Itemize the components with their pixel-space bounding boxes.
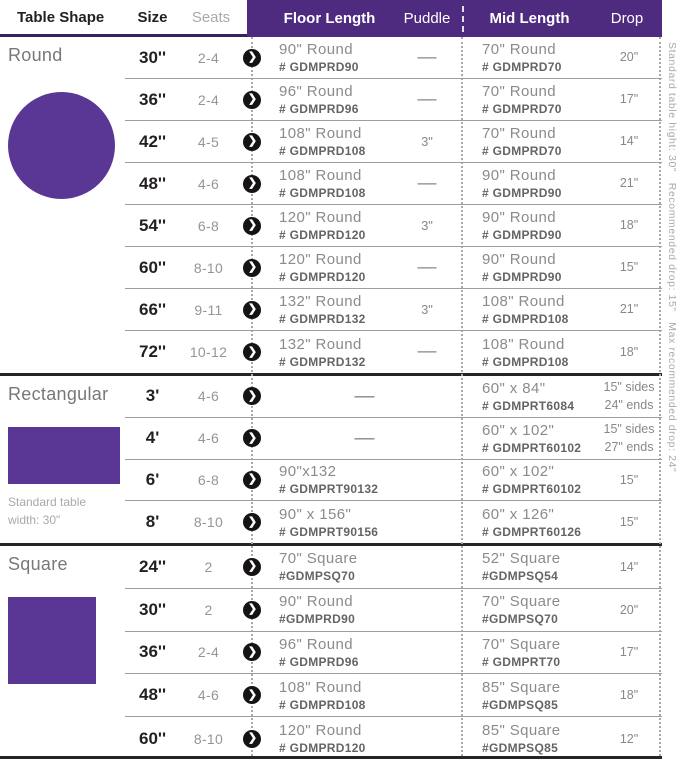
cell-floor-length xyxy=(267,506,392,539)
cell-seats: 2-4 xyxy=(197,91,220,108)
header-seats: Seats xyxy=(191,8,231,26)
cell-size: 6' xyxy=(145,469,160,489)
cell-arrow xyxy=(237,387,267,405)
arrow-right-icon: ❯ xyxy=(243,429,261,447)
rectangular-table-icon xyxy=(8,427,120,484)
cell-arrow xyxy=(237,259,267,277)
mid-length-sku: # GDMPRT60102 xyxy=(482,482,582,497)
cell-drop xyxy=(596,174,662,192)
cell-seats: 6-8 xyxy=(197,471,220,488)
puddle-value: — xyxy=(417,256,437,278)
floor-length-sku: # GDMPRD120 xyxy=(279,741,366,756)
cell-size: 42'' xyxy=(139,131,166,151)
arrow-right-icon: ❯ xyxy=(243,91,261,109)
mid-length-dimension: 70" Square xyxy=(482,593,561,611)
floor-length-sku: # GDMPRD108 xyxy=(279,697,366,712)
drop-value: 17" xyxy=(619,645,639,660)
drop-value: 18" xyxy=(619,688,639,703)
cell-arrow xyxy=(237,49,267,67)
cell-mid-length xyxy=(462,463,596,496)
floor-length-sku: #GDMPSQ70 xyxy=(279,569,356,584)
cell-arrow xyxy=(237,343,267,361)
arrow-right-icon: ❯ xyxy=(243,686,261,704)
arrow-right-icon: ❯ xyxy=(243,558,261,576)
mid-length-sku: # GDMPRD70 xyxy=(482,60,562,74)
cell-arrow xyxy=(237,301,267,319)
floor-length-sku: # GDMPRD108 xyxy=(279,144,366,158)
floor-length-sku: # GDMPRT90156 xyxy=(279,524,379,539)
drop-value: 20" xyxy=(619,50,639,65)
cell-mid-length xyxy=(462,550,596,583)
drop-value: 15" sides xyxy=(603,422,655,436)
cell-floor-length xyxy=(267,593,392,626)
mid-length-sku: #GDMPSQ70 xyxy=(482,612,559,627)
drop-value-ends: 27" ends xyxy=(604,440,654,455)
table-row xyxy=(125,37,662,79)
drop-value: 14" xyxy=(619,134,639,149)
drop-value-ends: 24" ends xyxy=(604,398,654,413)
table-row xyxy=(125,79,662,121)
floor-length-dimension: 96" Round xyxy=(279,635,353,653)
cell-drop xyxy=(596,643,662,661)
cell-floor-length xyxy=(267,125,392,158)
table-row xyxy=(125,331,662,373)
table-row xyxy=(125,205,662,247)
floor-length-sku: # GDMPRD132 xyxy=(279,354,366,369)
cell-seats: 6-8 xyxy=(197,217,220,234)
cell-seats: 4-6 xyxy=(197,430,220,447)
cell-size: 60'' xyxy=(139,257,166,277)
cell-arrow xyxy=(237,730,267,748)
table-row xyxy=(125,589,662,632)
mid-length-sku: # GDMPRT60126 xyxy=(482,524,582,539)
mid-length-dimension: 60" x 102" xyxy=(482,463,555,481)
floor-length-sku: # GDMPRD96 xyxy=(279,102,359,116)
cell-puddle xyxy=(392,134,462,149)
mid-length-dimension: 108" Round xyxy=(482,293,565,310)
cell-mid-length xyxy=(462,83,596,116)
cell-seats: 10-12 xyxy=(189,344,228,360)
cell-seats: 2 xyxy=(204,558,213,575)
mid-length-sku: # GDMPRT70 xyxy=(482,654,561,669)
cell-drop xyxy=(596,513,662,531)
arrow-right-icon: ❯ xyxy=(243,259,261,277)
cell-floor-length xyxy=(267,722,392,755)
mid-length-sku: # GDMPRD90 xyxy=(482,186,562,200)
chart-body xyxy=(0,37,662,759)
cell-drop xyxy=(596,48,662,66)
drop-value: 12" xyxy=(619,731,639,746)
arrow-right-icon: ❯ xyxy=(243,301,261,319)
arrow-right-icon: ❯ xyxy=(243,49,261,67)
rows-rectangular xyxy=(125,376,662,543)
cell-size: 24'' xyxy=(139,556,166,576)
table-row xyxy=(125,418,662,460)
floor-length-sku: # GDMPRD120 xyxy=(279,228,366,242)
cell-size: 30'' xyxy=(139,599,166,619)
drop-value: 15" xyxy=(619,472,639,487)
floor-length-sku: # GDMPRD132 xyxy=(279,312,366,326)
table-row xyxy=(125,376,662,418)
drop-value: 20" xyxy=(619,602,639,617)
mid-length-dimension: 60" x 102" xyxy=(482,421,555,439)
cell-arrow xyxy=(237,601,267,619)
cell-puddle xyxy=(392,341,462,363)
cell-puddle xyxy=(392,218,462,233)
cell-seats: 4-6 xyxy=(197,388,220,405)
drop-value: 18" xyxy=(619,344,639,359)
cell-size: 72'' xyxy=(139,342,166,361)
header-mid-length: Mid Length xyxy=(462,6,595,32)
cell-arrow xyxy=(237,643,267,661)
puddle-value: 3" xyxy=(421,134,433,149)
cell-mid-length xyxy=(462,209,596,242)
cell-size: 48'' xyxy=(139,685,166,705)
mid-length-dimension: 108" Round xyxy=(482,335,565,353)
cell-seats: 8-10 xyxy=(193,730,224,747)
cell-floor-length xyxy=(267,336,392,369)
mid-length-dimension: 90" Round xyxy=(482,251,556,268)
cell-floor-length xyxy=(267,83,392,116)
puddle-value: 3" xyxy=(421,218,433,233)
floor-length-sku: #GDMPRD90 xyxy=(279,612,356,627)
cell-mid-length xyxy=(462,722,596,755)
cell-drop xyxy=(596,686,662,704)
section-rectangular xyxy=(0,373,662,543)
arrow-right-icon: ❯ xyxy=(243,175,261,193)
cell-mid-length xyxy=(462,125,596,158)
mid-length-sku: # GDMPRD70 xyxy=(482,144,562,158)
mid-length-dimension: 60" x 84" xyxy=(482,379,546,397)
floor-length-dimension: 96" Round xyxy=(279,83,353,100)
floor-length-dimension: 90" Round xyxy=(279,41,353,58)
puddle-value: — xyxy=(417,172,437,194)
round-table-icon xyxy=(8,92,115,199)
cell-size: 8' xyxy=(145,512,160,532)
cell-floor-length xyxy=(267,550,392,583)
header-drop: Drop xyxy=(610,10,644,27)
header-purple-band xyxy=(247,0,662,37)
mid-length-sku: #GDMPSQ54 xyxy=(482,569,559,584)
table-row xyxy=(125,546,662,589)
table-row xyxy=(125,632,662,675)
cell-mid-length xyxy=(462,167,596,200)
floor-length-sku: # GDMPRD108 xyxy=(279,186,366,200)
section-round xyxy=(0,37,662,373)
floor-length-dimension: 108" Round xyxy=(279,678,362,696)
mid-length-sku: #GDMPSQ85 xyxy=(482,741,559,756)
cell-mid-length xyxy=(462,336,596,369)
cell-floor-length xyxy=(267,293,392,326)
cell-mid-length xyxy=(462,293,596,326)
section-square xyxy=(0,543,662,759)
mid-length-sku: # GDMPRD90 xyxy=(482,270,562,284)
header-table-shape: Table Shape xyxy=(17,8,105,26)
table-row xyxy=(125,247,662,289)
mid-length-dimension: 60" x 126" xyxy=(482,505,555,523)
cell-arrow xyxy=(237,471,267,489)
puddle-value: 3" xyxy=(421,302,433,317)
chart-header xyxy=(0,0,679,37)
cell-puddle xyxy=(392,302,462,317)
cell-seats: 4-5 xyxy=(197,133,220,150)
shape-column-rectangular xyxy=(0,376,125,543)
cell-mid-length xyxy=(462,593,596,626)
arrow-right-icon: ❯ xyxy=(243,601,261,619)
cell-puddle xyxy=(392,173,462,195)
cell-mid-length xyxy=(462,679,596,712)
cell-mid-length xyxy=(462,506,596,539)
arrow-right-icon: ❯ xyxy=(243,217,261,235)
mid-length-dimension: 85" Square xyxy=(482,722,561,740)
rows-round xyxy=(125,37,662,373)
header-floor-length: Floor Length xyxy=(283,10,376,27)
floor-length-dimension: 90"x132 xyxy=(279,463,337,481)
floor-length-dimension: 132" Round xyxy=(279,335,362,353)
floor-length-dimension: 108" Round xyxy=(279,167,362,184)
table-row xyxy=(125,163,662,205)
drop-value: 15" sides xyxy=(603,380,655,395)
mid-length-dimension: 70" Round xyxy=(482,83,556,100)
cell-floor-length xyxy=(267,679,392,712)
header-puddle: Puddle xyxy=(403,10,451,27)
section-label: Square xyxy=(8,554,68,574)
floor-length-dimension: 120" Round xyxy=(279,722,362,740)
table-row xyxy=(125,289,662,331)
cell-drop xyxy=(596,730,662,748)
cell-size: 4' xyxy=(145,428,160,448)
floor-length-dimension: 120" Round xyxy=(279,209,362,226)
cell-seats: 8-10 xyxy=(193,514,224,531)
puddle-value: — xyxy=(417,88,437,110)
drop-value: 15" xyxy=(619,260,639,275)
mid-length-dimension: 52" Square xyxy=(482,550,561,568)
table-row xyxy=(125,121,662,163)
floor-length-dimension: 70" Square xyxy=(279,550,358,568)
square-table-icon xyxy=(8,597,96,684)
cell-drop xyxy=(596,343,662,361)
mid-length-sku: # GDMPRD108 xyxy=(482,312,569,326)
cell-arrow xyxy=(237,429,267,447)
cell-floor-length-dash: — xyxy=(354,426,375,449)
mid-length-sku: # GDMPRD108 xyxy=(482,354,569,369)
arrow-right-icon: ❯ xyxy=(243,343,261,361)
cell-size: 36'' xyxy=(139,642,166,662)
cell-arrow xyxy=(237,686,267,704)
cell-drop xyxy=(596,216,662,234)
cell-floor-length xyxy=(267,463,392,496)
cell-drop xyxy=(596,300,662,318)
puddle-value: — xyxy=(417,341,437,362)
cell-mid-length xyxy=(462,41,596,74)
mid-length-sku: # GDMPRT6084 xyxy=(482,398,575,413)
cell-arrow xyxy=(237,513,267,531)
arrow-right-icon: ❯ xyxy=(243,471,261,489)
cell-drop xyxy=(596,471,662,489)
cell-puddle xyxy=(392,47,462,69)
mid-length-sku: #GDMPSQ85 xyxy=(482,697,559,712)
arrow-right-icon: ❯ xyxy=(243,387,261,405)
drop-value: 15" xyxy=(619,515,639,530)
floor-length-sku: # GDMPRT90132 xyxy=(279,482,379,497)
cell-drop xyxy=(596,601,662,619)
cell-floor-length xyxy=(267,251,392,284)
arrow-right-icon: ❯ xyxy=(243,133,261,151)
mid-length-sku: # GDMPRT60102 xyxy=(482,440,582,455)
cell-seats: 2-4 xyxy=(197,644,220,661)
floor-length-sku: # GDMPRD96 xyxy=(279,654,359,669)
cell-drop xyxy=(596,258,662,276)
mid-length-dimension: 85" Square xyxy=(482,678,561,696)
cell-drop xyxy=(596,558,662,576)
cell-floor-length-dash: — xyxy=(354,384,375,407)
puddle-value: — xyxy=(417,46,437,68)
mid-length-dimension: 70" Round xyxy=(482,41,556,58)
arrow-right-icon: ❯ xyxy=(243,730,261,748)
cell-seats: 2-4 xyxy=(197,49,220,66)
cell-size: 54'' xyxy=(139,215,166,235)
section-label: Rectangular xyxy=(8,384,109,404)
cell-drop xyxy=(596,132,662,150)
arrow-right-icon: ❯ xyxy=(243,643,261,661)
cell-puddle xyxy=(392,89,462,111)
cell-seats: 9-11 xyxy=(194,301,223,318)
drop-value: 21" xyxy=(619,176,639,191)
drop-value: 17" xyxy=(619,92,639,107)
cell-drop xyxy=(596,90,662,108)
rows-square xyxy=(125,546,662,759)
section-caption: Standard table width: 30" xyxy=(8,495,87,527)
table-row xyxy=(125,717,662,759)
floor-length-dimension: 132" Round xyxy=(279,293,362,310)
cell-seats: 2 xyxy=(204,601,213,618)
cell-mid-length xyxy=(462,380,596,413)
mid-length-dimension: 90" Round xyxy=(482,167,556,184)
cell-arrow xyxy=(237,175,267,193)
cell-mid-length xyxy=(462,251,596,284)
cell-drop xyxy=(596,420,662,456)
side-note-vertical-text: Standard table hight: 30" Recommended drop: 15" Max recommended drop: 24" xyxy=(666,42,678,473)
header-size: Size xyxy=(137,8,168,26)
shape-column-square xyxy=(0,546,125,759)
cell-mid-length xyxy=(462,636,596,669)
drop-value: 21" xyxy=(619,302,639,317)
table-row xyxy=(125,674,662,717)
cell-floor-length xyxy=(267,636,392,669)
cell-arrow xyxy=(237,133,267,151)
cell-seats: 4-6 xyxy=(197,687,220,704)
cell-puddle xyxy=(392,257,462,279)
floor-length-dimension: 90" x 156" xyxy=(279,505,352,523)
cell-arrow xyxy=(237,91,267,109)
mid-length-sku: # GDMPRD70 xyxy=(482,102,562,116)
cell-floor-length xyxy=(267,167,392,200)
mid-length-dimension: 90" Round xyxy=(482,209,556,226)
floor-length-sku: # GDMPRD90 xyxy=(279,60,359,74)
cell-size: 60'' xyxy=(139,728,166,748)
cell-arrow xyxy=(237,558,267,576)
floor-length-dimension: 108" Round xyxy=(279,125,362,142)
cell-floor-length xyxy=(267,41,392,74)
arrow-right-icon: ❯ xyxy=(243,513,261,531)
mid-length-dimension: 70" Round xyxy=(482,125,556,142)
cell-size: 3' xyxy=(145,386,160,406)
floor-length-dimension: 90" Round xyxy=(279,593,353,611)
cell-size: 48'' xyxy=(139,173,166,193)
drop-value: 18" xyxy=(619,218,639,233)
section-label: Round xyxy=(8,45,63,65)
cell-seats: 4-6 xyxy=(197,175,220,192)
cell-size: 36'' xyxy=(139,89,166,109)
cell-drop xyxy=(596,378,662,414)
header-left xyxy=(0,0,247,37)
drop-value: 14" xyxy=(619,559,639,574)
cell-size: 30'' xyxy=(139,47,166,67)
floor-length-sku: # GDMPRD120 xyxy=(279,270,366,284)
shape-column-round xyxy=(0,37,125,373)
cell-mid-length xyxy=(462,422,596,455)
floor-length-dimension: 120" Round xyxy=(279,251,362,268)
table-row xyxy=(125,460,662,502)
mid-length-dimension: 70" Square xyxy=(482,635,561,653)
cell-size: 66'' xyxy=(139,299,166,319)
table-row xyxy=(125,501,662,543)
cell-arrow xyxy=(237,217,267,235)
cell-seats: 8-10 xyxy=(193,259,224,276)
mid-length-sku: # GDMPRD90 xyxy=(482,228,562,242)
cell-floor-length xyxy=(267,209,392,242)
